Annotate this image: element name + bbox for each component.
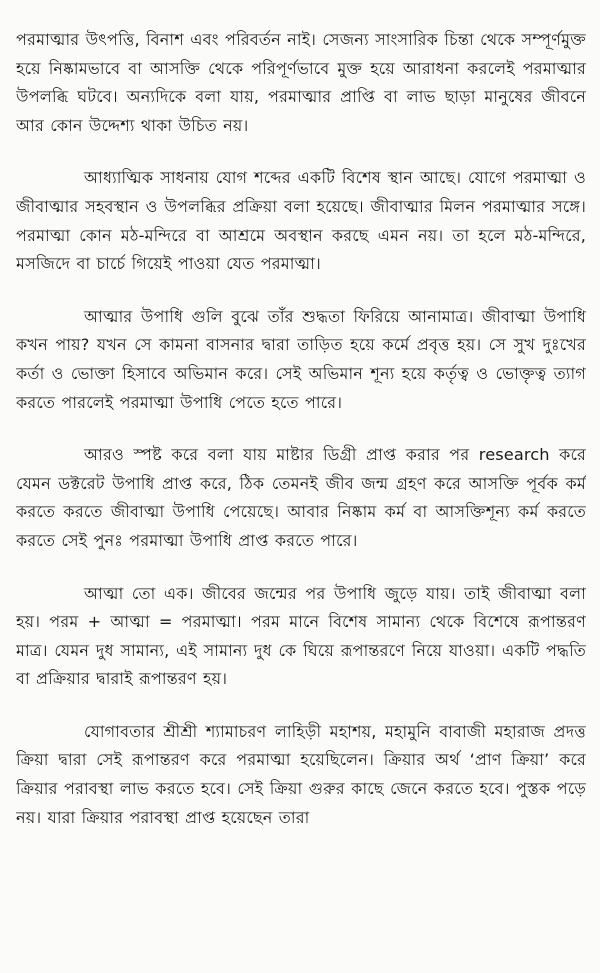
paragraph-1: পরমাত্মার উৎপত্তি, বিনাশ এবং পরিবর্তন নাই। সেজন্য সাংসারিক চিন্তা থেকে সম্পূর্ণমুক্ত হয়ে নিষ্কামভাবে বা আসক্তি থেকে পরিপূর্ণভাবে মুক্ত হয়ে আরাধনা করলেই পরমাত্মার উপলব্ধি ঘটবে। অন্যদিকে বলা যায়, পরমাত্মার প্রাপ্তি বা লাভ ছাড়া মানুষের জীবনে আর কোন উদ্দেশ্য থাকা উচিত নয়। [16, 30, 586, 135]
paragraph-2: আধ্যাত্মিক সাধনায় যোগ শব্দের একটি বিশেষ স্থান আছে। যোগে পরমাত্মা ও জীবাত্মার সহবস্থান ও উপলব্ধির প্রক্রিয়া বলা হয়েছে। জীবাত্মার মিলন পরমাত্মার সঙ্গে। পরমাত্মা কোন মঠ-মন্দিরে বা আশ্রমে অবস্থান করছে এমন নয়। তা হলে মঠ-মন্দিরে, মসজিদে বা চার্চে গিয়েই পাওয়া যেত পরমাত্মা। [16, 168, 586, 274]
paragraph-5: আত্মা তো এক। জীবের জন্মের পর উপাধি জুড়ে যায়। তাই জীবাত্মা বলা হয়। পরম + আত্মা = পরমাত্মা। পরম মানে বিশেষ সামান্য থেকে বিশেষে রূপান্তরণ মাত্র। যেমন দুধ সামান্য, এই সামান্য দুধ কে ঘিয়ে রূপান্তরণে নিয়ে যাওয়া। একটি পদ্ধতি বা প্রক্রিয়ার দ্বারাই রূপান্তরণ হয়। [16, 583, 586, 689]
paragraph-6: যোগাবতার শ্রীশ্রী শ্যামাচরণ লাহিড়ী মহাশয়, মহামুনি বাবাজী মহারাজ প্রদত্ত ক্রিয়া দ্বারা সেই রূপান্তরণ করে পরমাত্মা হয়েছিলেন। ক্রিয়ার অর্থ ‘প্রাণ ক্রিয়া’ করে ক্রিয়ার পরাবস্থা লাভ করতে হবে। সেই ক্রিয়া গুরুর কাছে জেনে করতে হবে। পুস্তক পড়ে নয়। যারা ক্রিয়ার পরাবস্থা প্রাপ্ত হয়েছেন তারা [16, 721, 586, 827]
paragraph-4: আরও স্পষ্ট করে বলা যায় মাষ্টার ডিগ্রী প্রাপ্ত করার পর research করে যেমন ডক্টরেট উপাধি প্রাপ্ত করে, ঠিক তেমনই জীব জন্ম গ্রহণ করে আসক্তি পূর্বক কর্ম করতে করতে জীবাত্মা উপাধি পেয়েছে। আবার নিষ্কাম কর্ম বা আসক্তিশূন্য কর্ম করতে করতে সেই পুনঃ পরমাত্মা উপাধি প্রাপ্ত করতে পারে। [16, 445, 586, 550]
paragraph-3: আত্মার উপাধি গুলি বুঝে তাঁর শুদ্ধতা ফিরিয়ে আনামাত্র। জীবাত্মা উপাধি কখন পায়? যখন সে কামনা বাসনার দ্বারা তাড়িত হয়ে কর্মে প্রবৃত্ত হয়। সে সুখ দুঃখের কর্তা ও ভোক্তা হিসাবে অভিমান করে। সেই অভিমান শূন্য হয়ে কর্তৃত্ব ও ভোক্তৃত্ব ত্যাগ করতে পারলেই পরমাত্মা উপাধি পেতে হতে পারে। [16, 306, 586, 412]
document-page [16, 26, 586, 973]
